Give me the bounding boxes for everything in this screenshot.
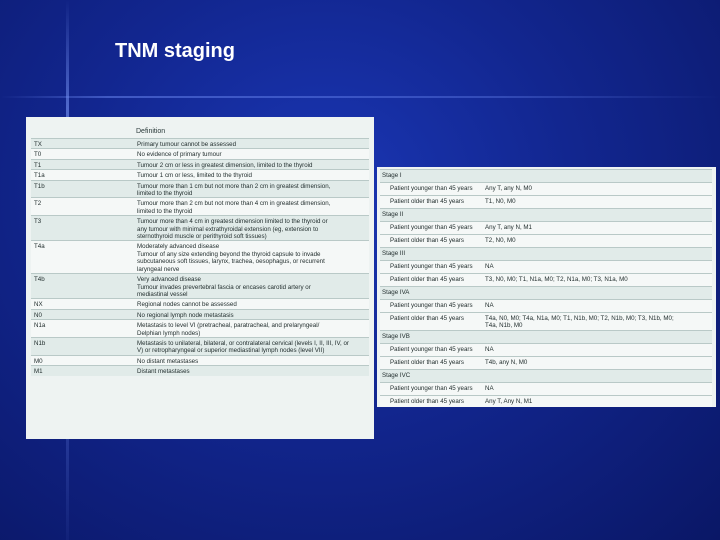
tnm-definition-table [26,117,374,439]
table-row [31,273,369,298]
definition-header: Definition [136,128,166,135]
table-row [380,312,712,330]
table-row [380,273,712,286]
tnm-definition: No evidence of primary tumour [137,151,222,159]
table-row [380,299,712,312]
tnm-code: N0 [34,311,42,319]
stage-classification: T3, N0, M0; T1, N1a, M0; T2, N1a, M0; T3, N1a, M0 [485,276,628,283]
stage-grouping-table [377,167,716,407]
patient-group: Patient older than 45 years [390,358,464,366]
table-row [31,365,369,375]
tnm-definition: Moderately advanced disease Tumour of any size extending beyond the thyroid capsule to invade subcutaneous soft tissues, larynx, trachea, oesophagus, or recurrent laryngeal nerve [137,243,325,273]
stage-label: Stage I [382,172,402,180]
stage-heading [380,247,712,260]
stage-classification: T4a, N0, M0; T4a, N1a, M0; T1, N1b, M0; T2, N1b, M0; T3, N1b, M0; T4a, N1b, M0 [485,315,674,330]
slide-title: TNM staging [115,40,235,62]
table-row [31,215,369,240]
tnm-definition: Tumour more than 2 cm but not more than 4 cm in greatest dimension, limited to the thyroid [137,200,331,215]
tnm-definition: Regional nodes cannot be assessed [137,301,237,309]
patient-group: Patient younger than 45 years [390,185,473,192]
stage-label: Stage III [382,250,406,258]
table-row [31,240,369,273]
patient-group: Patient older than 45 years [390,397,464,405]
stage-heading [380,208,712,221]
table-row [31,298,369,308]
table-header [26,117,374,138]
tnm-code: T1b [34,182,45,190]
patient-group: Patient younger than 45 years [390,263,473,270]
patient-group: Patient younger than 45 years [390,302,473,309]
patient-group: Patient younger than 45 years [390,224,473,231]
patient-group: Patient older than 45 years [390,237,464,244]
table-row [31,319,369,337]
stage-classification: Any T, any N, M1 [485,224,532,231]
table-row [380,343,712,356]
table-row [31,159,369,169]
tnm-code: M0 [34,357,43,365]
tnm-code: T1a [34,172,45,180]
stage-classification: NA [485,263,494,270]
table-row [380,382,712,395]
stage-label: Stage II [382,211,404,219]
table-row [380,234,712,247]
tnm-definition: Tumour more than 1 cm but not more than 2 cm in greatest dimension, limited to the thyroid [137,182,331,198]
tnm-code: M1 [34,368,43,376]
tnm-definition: No regional lymph node metastasis [137,311,234,319]
patient-group: Patient older than 45 years [390,198,464,205]
stage-classification: Any T, Any N, M1 [485,397,533,405]
stage-classification: T1, N0, M0 [485,198,516,205]
tnm-definition: Very advanced disease Tumour invades prevertebral fascia or encases carotid artery or mediastinal vessel [137,276,311,298]
tnm-code: T3 [34,218,42,226]
stage-label: Stage IVC [382,372,411,380]
tnm-code: NX [34,301,43,309]
tnm-code: T2 [34,200,42,208]
tnm-code: TX [34,141,42,148]
table-row [31,169,369,179]
table-row [31,197,369,215]
tnm-definition: No distant metastases [137,357,199,365]
patient-group: Patient older than 45 years [390,276,464,283]
tnm-definition: Distant metastases [137,368,190,376]
table-row [31,309,369,319]
stage-heading [380,169,712,182]
stage-classification: NA [485,384,494,392]
stage-label: Stage IVA [382,289,410,297]
tnm-code: T1 [34,161,42,169]
stage-classification: NA [485,302,494,309]
tnm-code: N1a [34,322,46,330]
stage-heading [380,286,712,299]
tnm-code: T4a [34,243,45,251]
table-row [380,195,712,208]
tnm-code: T4b [34,276,45,284]
table-row [31,148,369,158]
tnm-definition: Tumour 2 cm or less in greatest dimension, limited to the thyroid [137,161,313,169]
patient-group: Patient younger than 45 years [390,345,473,353]
stage-classification: T4b, any N, M0 [485,358,528,366]
stage-classification: T2, N0, M0 [485,237,516,244]
stage-label: Stage IVB [382,333,410,341]
table-row [380,221,712,234]
tnm-rows [31,138,369,376]
tnm-definition: Metastasis to level VI (pretracheal, paratracheal, and prelaryngeal/ Delphian lymph nodes) [137,322,320,337]
stage-classification: NA [485,345,494,353]
table-row [380,395,712,407]
table-row [380,182,712,195]
tnm-definition: Metastasis to unilateral, bilateral, or contralateral cervical (levels I, II, III, IV, or V) or retropharyngeal or superior mediastinal lymph nodes (level VII) [137,339,349,355]
tnm-code: N1b [34,339,46,347]
table-row [31,180,369,198]
table-row [380,356,712,369]
stage-heading [380,330,712,343]
table-row [31,337,369,355]
stage-heading [380,369,712,382]
table-row [380,260,712,273]
tnm-code: T0 [34,151,42,159]
table-row [31,138,369,148]
stage-classification: Any T, any N, M0 [485,185,532,192]
decorative-horizontal-line [0,96,720,98]
tnm-definition: Primary tumour cannot be assessed [137,141,237,148]
stage-rows [380,169,712,407]
patient-group: Patient younger than 45 years [390,384,473,392]
table-row [31,355,369,365]
tnm-definition: Tumour more than 4 cm in greatest dimension limited to the thyroid or any tumour with minimal extrathyroidal extension (eg, extension to sternothyroid muscle or perithyroid soft tissues) [137,218,328,241]
patient-group: Patient older than 45 years [390,315,464,322]
tnm-definition: Tumour 1 cm or less, limited to the thyroid [137,172,252,180]
